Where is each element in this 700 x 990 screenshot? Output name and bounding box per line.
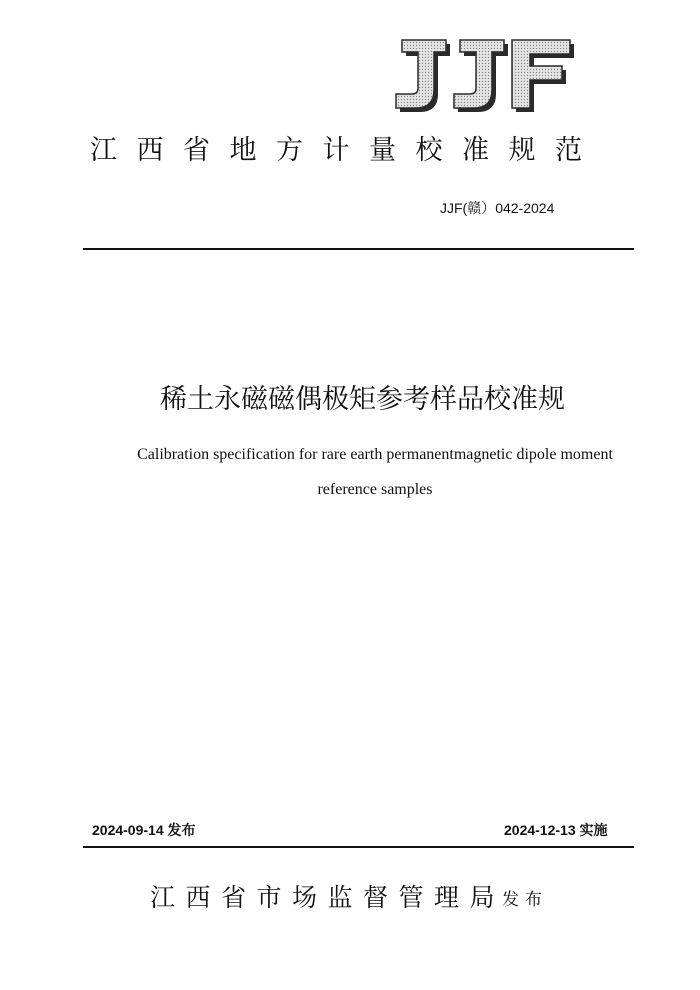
series-title: 江西省地方计量校准规范 (90, 135, 602, 166)
issue-date: 2024-09-14 发布 (92, 822, 196, 838)
logo-letter-j1 (396, 40, 446, 108)
top-divider (83, 248, 634, 250)
document-title-en-line1: Calibration specification for rare earth permanentmagnetic dipole moment (137, 446, 613, 463)
jjf-logo-icon (388, 38, 574, 114)
document-title-cn: 稀土永磁磁偶极矩参考样品校准规 (160, 384, 565, 415)
document-code: JJF(赣）042-2024 (440, 200, 555, 216)
document-title-en-line2: reference samples (317, 481, 433, 498)
issue-label: 发布 (502, 890, 548, 910)
implementation-date: 2024-12-13 实施 (504, 822, 608, 838)
document-title-en (130, 437, 620, 507)
logo-letter-j2 (454, 40, 504, 108)
bottom-divider (83, 846, 634, 848)
issuing-authority: 江西省市场监督管理局 (150, 883, 506, 912)
logo-letter-f (512, 40, 570, 108)
